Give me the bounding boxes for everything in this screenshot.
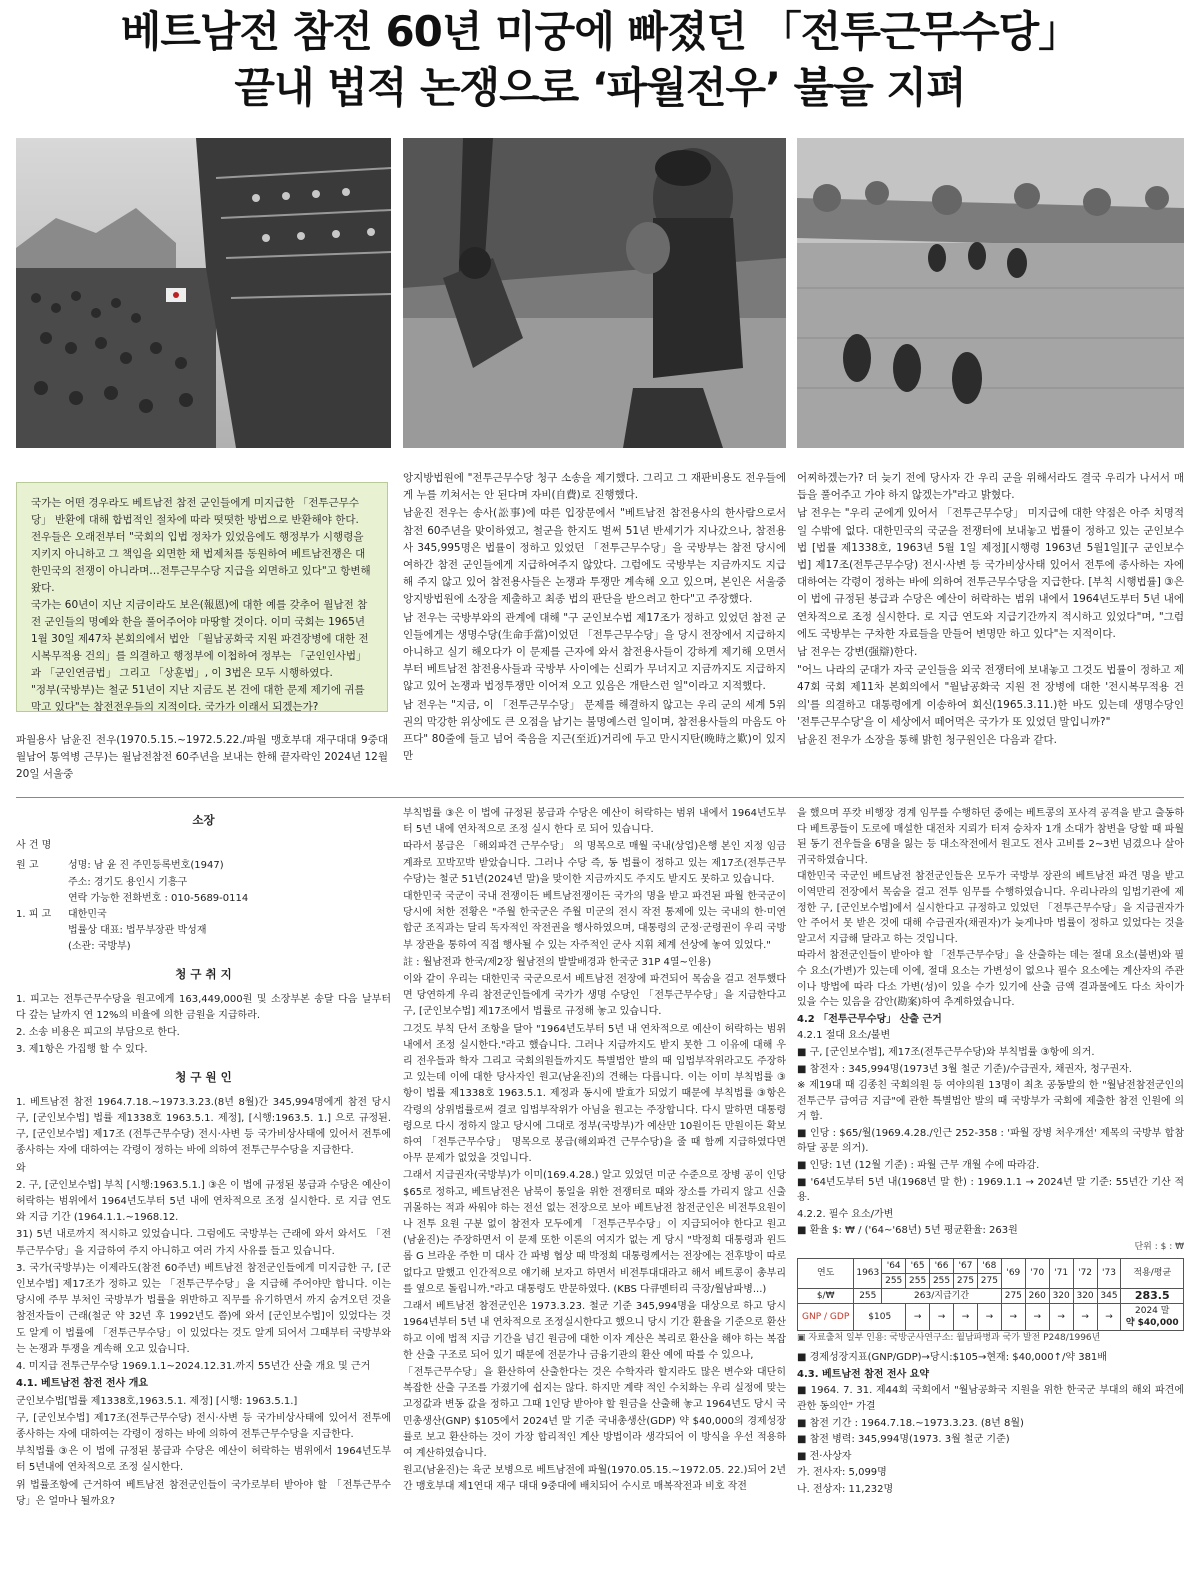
cell-sw-label: $/₩ — [798, 1288, 854, 1303]
plaintiff-line: 연락 가능한 전화번호 : 010-5689-0114 — [68, 892, 249, 904]
cell-1963: 1963 — [854, 1258, 882, 1288]
article-text: 원고(남윤진)는 육군 보병으로 베트남전에 파월(1970.05.15.~1972.05. 22.)되어 2년간 맹호부대 제1연대 재구 대대 9중대에 배치되어 수시로 매복작전과 비호 작전 — [403, 1465, 786, 1493]
cell-gnp-label: GNP / GDP — [798, 1303, 854, 1330]
plaintiff-label: 원 고 — [16, 860, 39, 872]
cause-title: 청 구 원 인 — [175, 1069, 232, 1084]
sec42-sub2: 4.2.2. 필수 요소/가변 — [797, 1208, 894, 1220]
intro-para: "정부(국방부)는 철군 51년이 지난 지금도 본 건에 대한 문제 제기에 귀를 막고 있다"는 참전전우들의 지적이다. 국가가 이래서 되겠는가? — [31, 684, 365, 712]
sec43-title: 4.3. 베트남전 참전 전사 요약 — [797, 1368, 930, 1380]
cell-value: 255 — [930, 1273, 954, 1288]
bottom-col2 — [403, 806, 786, 1591]
sec42-bullet: ■ '64년도부터 5년 내(1968년 말 한) : 1969.1.1 → 2024년 말 기준: 55년간 기산 적용. — [797, 1176, 1184, 1204]
article-text: 어찌하겠는가? 더 늦기 전에 당사자 간 우리 군을 위해서라도 결국 우리가 나서서 매듭을 풀어주고 가야 하지 않겠는가"라고 밝혔다. — [797, 472, 1184, 502]
cell-gnp: $105 — [854, 1303, 906, 1330]
gdp-line: ■ 경제성장지표(GNP/GDP)→당시:$105→현재: $40,000↑/약 381배 — [797, 1352, 1107, 1364]
cell-value: 275 — [1001, 1288, 1025, 1303]
photo-soldiers-field — [797, 138, 1184, 448]
case-label: 사 건 명 — [16, 840, 52, 852]
cell-year: '71 — [1049, 1258, 1073, 1288]
cell-value: 255 — [854, 1288, 882, 1303]
cell-year: '67 — [954, 1258, 978, 1273]
sec41-title: 4.1. 베트남전 참전 전사 개요 — [16, 1378, 149, 1390]
cause-para: 2. 구, [군인보수법] 부칙 [시행:1963.5.1.] ③은 이 법에 규정된 봉급과 수당은 예산이 허락하는 범위에서 1964년도부터 5년 내에 연차적으로 조정 실시한다. 로 지급 연도와 지급 기간 (1964.1.1.~1968.12. — [16, 1179, 391, 1224]
sec43-item: ■ 참전 병력: 345,994명(1973. 3월 철군 기준) — [797, 1434, 1010, 1446]
article-text: 「전투근무수당」을 환산하여 산출한다는 것은 수학자라 할지라도 많은 변수와 대단히 복잡한 산출 구조를 가졌기에 쉽지는 않다. 하지만 계략 적인 수치화는 우리 실정에 맞는 고정값과 변동 값을 정하고 그때 1인당 받아야 할 원금을 산출해 놓고 1964년도 당시 국민총생산(GNP) $105에서 2024년 말 기준 국내총생산(GDP) 약 $40,000의 경제성장률로 보고 환산하는 것이 가장 합리적인 계산 방법이라 생각되어 이 방식을 우선 적용하여 계산하였습니다. — [403, 1366, 786, 1459]
cell-end — [1121, 1303, 1184, 1330]
sec42-bullet: ■ 인당 : $65/월(1969.4.28./인근 252-358 : '파월 장병 처우개선' 제목의 국방부 합참 하달 공문 의거). — [797, 1127, 1184, 1155]
article-text: 따라서 봉급은 「해외파견 근무수당」 의 명목으로 매월 국내(상업)은행 본인 지정 임금 계좌로 꼬박꼬박 받았습니다. 그러나 수당 즉, 동 법률이 정하고 있는 제17조(전투근무수당)는 철군 51년(2024년 말)을 맞이한 지금까지도 주지도 받지도 못하고 있습니다. — [403, 841, 786, 885]
cell-value: 255 — [882, 1273, 906, 1288]
defendant-line: 법률상 대표: 법무부장관 박성재 — [68, 925, 207, 937]
cell-year: '70 — [1025, 1258, 1049, 1288]
sec42-bullet: ■ 환율 $: ₩ / ('64~'68년) 5년 평균환율: 263원 — [797, 1225, 1018, 1237]
cell-year: '65 — [906, 1258, 930, 1273]
intro-para: 전우들은 오래전부터 "국회의 입법 정차가 있었음에도 행정부가 시행령을 지키지 아니하고 그 책임을 외면한 채 법제처를 동원하여 베트남전쟁은 대한민국의 전쟁이 아니라며…전투근무수당 지급을 외면하고 있다"고 항변해왔다. — [31, 531, 371, 594]
sec42-bullet: ■ 인당: 1년 (12월 기준) : 파월 근무 개월 수에 따라감. — [797, 1160, 1040, 1172]
cell-arrow: → — [977, 1303, 1001, 1330]
cell-arrow: → — [954, 1303, 978, 1330]
claim-item: 3. 제1항은 가집행 할 수 있다. — [16, 1044, 148, 1056]
cell-year: '64 — [882, 1258, 906, 1273]
article-text: 그래서 베트남전 참전군인은 1973.3.23. 철군 기준 345,994명을 대상으로 하고 당시 1964년부터 5년 내 연차적으로 조정실시한다고 했으니 당시 기간 환율을 기준으로 환산하고 이에 법적 지급 기간을 넘긴 원금에 대한 이자 계산은 복리로 환산을 해야 하는 복잡한 산출 구조로 되어 있기 때문에 전문가나 금융기관의 환산 예에 따를 수 있으나, — [403, 1301, 786, 1361]
article-text: 남 전우는 "우리 군에게 있어서 「전투근무수당」 미지급에 대한 약점은 아주 치명적일 수밖에 없다. 대한민국의 국군을 전쟁터에 보내놓고 법률이 정하고 있는 군인보수법 [법률 제1338호, 1963년 5월 1일 제정][시행령 1963년 5월1일][구 군인보수법] 제17조(전투근무수당) 전시·사변 등 국가비상사태 있어서 전투에 종사하는 자에 대하여는 각령이 정하는 바에 의하여 전투근무수당을 지급한다. [부칙 시행법률] ③은 이 법에 규정된 봉급과 수당은 예산이 허락하는 범위 내에서 1964년도부터 5년 내에 연차적으로 조정 실시한다. 로 지급 연도와 지급기간까지 적시하고 있었다"며, "그럼에도 국방부는 구차한 자료들을 만들어 변명만 하고 있다"는 지적이다. — [797, 507, 1184, 640]
cell-value: 255 — [906, 1273, 930, 1288]
article-text: 을 했으며 푸캇 비행장 경계 임무를 수행하던 중에는 베트콩의 포사격 공격을 받고 출동하다 베트콩들이 도로에 매설한 대전차 지뢰가 터져 승차자 1개 소대가 참변을 당할 때 파월된 동기 전우들을 6명을 잃는 등 대소작전에서 원고도 전사 고비를 2~3번 넘겼으나 살아 귀국하였습니다. — [797, 808, 1184, 866]
sec43-item: ■ 전·사상자 — [797, 1450, 852, 1462]
claim-title: 청 구 취 지 — [175, 966, 232, 981]
cell-year-label: 연도 — [798, 1258, 854, 1288]
article-text: 이와 같이 우리는 대한민국 국군으로서 베트남전 전장에 파견되어 목숨을 걸고 전투했다면 당연하게 우리 참전군인들에게 국가가 생명 수당인 「전투근무수당」을 지급한다고 구, [군인보수법] 제17조에서 법률로 규정해 놓고 있습니다. — [403, 974, 786, 1018]
complaint-column — [16, 806, 391, 1591]
article-text: "어느 나라의 군대가 자국 군인들을 외국 전쟁터에 보내놓고 그것도 법률이 정하고 제47회 국회 제11차 본회의에서 "월남공화국 지원 전 장병에 대한 '전시복무적용 건의'를 의결하고 대통령에게 이송하여 회신(1965.3.11.)한 바도 있는데 생명수당인 '전투근무수당'을 이 세상에서 떼어먹은 국가가 또 있었던 말입니까?" — [797, 664, 1184, 728]
cell-rate-label: 적용/평균 — [1121, 1258, 1184, 1288]
cell-arrow: → — [1073, 1303, 1097, 1330]
cell-span: 263/지급기간 — [882, 1288, 1002, 1303]
article-text: 대한민국 국군인 베트남전 참전군인들은 모두가 국방부 장관의 베트남전 파견 명을 받고 이역만리 전장에서 목숨을 걸고 전투 임무를 수행하였습니다. 우리나라의 입법기관에 제정한 구, [군인보수법]에서 실시한다고 규정하고 있었던 「전투근무수당」을 지급권자가 안 주어서 못 받은 것에 대해 수급권자(채권자)가 늦게나마 법률이 정하고 있었다는 것을 알고서 지급해 달라고 하는 것입니다. — [797, 871, 1184, 945]
cell-year: '66 — [930, 1258, 954, 1273]
intro-para: 국가는 60년이 지난 지금이라도 보은(報恩)에 대한 예를 갖추어 월남전 참전 군인들의 명예와 한을 풀어주어야 마땅할 것이다. 이미 국회는 1965년 1월 30일 제47차 본회의에서 법안 「월남공화국 지원 파견장병에 대한 전시복무적용 건의」를 의결하고 행정부에 이첩하여 정부는 「군인인사법」과 「군인연금법」 그리고 「상훈법」, 이 3법은 모두 시행하였다. — [31, 599, 369, 679]
col3-top — [797, 470, 1184, 795]
sec41-para: 구, [군인보수법] 제17조(전투근무수당) 전시·사변 등 국가비상사태에 있어서 전투에 종사하는 자에 대하여는 각령이 정하는 바에 의하여 전투근무수당을 지급한다. — [16, 1412, 391, 1440]
sec41-para: 부칙법률 ③은 이 법에 규정된 봉급과 수당은 예산이 허락하는 범위에서 1964년도부터 5년내에 연차적으로 조정 실시한다. — [16, 1446, 391, 1474]
sec43-item: 나. 전상자: 11,232명 — [797, 1483, 894, 1495]
claim-item: 1. 피고는 전투근무수당을 원고에게 163,449,000원 및 소장부본 송달 다음 날부터 다 갚는 날까지 연 12%의 비율에 의한 금원을 지급하라. — [16, 993, 391, 1022]
article-text: 대한민국 국군이 국내 전쟁이든 베트남전쟁이든 국가의 명을 받고 파견된 파월 한국군이 당시에 처한 전황은 "주월 한국군은 주월 미군의 전시 작전 통제에 있는 국내의 한·미연합군 조직과는 달리 독자적인 작전권을 행사하였으며, 대통령의 군정·군령권이 우리 국방부 장관을 통하여 직접 행사될 수 있는 자주적인 군사 지휘 체계 선상에 놓여 있었다." — [403, 891, 786, 951]
col2-top — [403, 470, 786, 795]
cell-end-year: 2024 말 — [1135, 1305, 1170, 1316]
photo-ship-departure — [16, 138, 391, 448]
headline — [0, 4, 1200, 116]
cell-value: 320 — [1073, 1288, 1097, 1303]
headline-line2: 끝내 법적 논쟁으로 ‘파월전우’ 불을 지펴 — [234, 63, 966, 112]
cell-value: 320 — [1049, 1288, 1073, 1303]
defendant-line: (소관: 국방부) — [68, 941, 131, 953]
cause-para: 3. 국가(국방부)는 이제라도(참전 60주년) 베트남전 참전군인들에게 미지급한 구, [군인보수법] 제17조가 정하고 있는 「전투근무수당」을 지급해 주어야만 합니다. 이는 당시에 주무 부처인 국방부가 법률을 위반하고 직무를 유기하면서 까지 숨겨오던 것을 참전자들이 근래(철군 약 32년 후 1992년도 쯤)에 와서 [군인보수법]이 있었다는 것도 알게 이 법률에 「전투근무수당」이 있었다는 것도 알게 되어서 그때부터 국방부와는 논쟁과 투쟁을 계속해 오고 있습니다. — [16, 1262, 391, 1355]
bottom-col3 — [797, 806, 1184, 1591]
article-text: 그것도 부칙 단서 조항을 달아 "1964년도부터 5년 내 연차적으로 예산이 허락하는 범위 내에서 조정 실시한다."라고 했습니다. 그러나 지급까지도 받지 못한 그 이유에 대해 우리 전우들과 학자 그리고 국회의원들까지도 특별법안 발의 때 입법부작위라고도 주장하고 있는데 이에 대한 당사자인 원고(남윤진)의 견해는 다릅니다. 이는 이미 부칙법률 ③항이 법률 제1338호 1963.5.1. 제정과 동시에 발효가 되었기 때문에 부칙법률 ③항은 각령의 상위법률로써 결코 입법부작위가 아님을 원고는 주장합니다. 다시 말하면 대통령령으로 다시 정하지 않고 당시에 그대로 정부(국방부)가 예산만 10원이든 만원이든 확보하여 「전투근무수당」 명목으로 봉급(해외파견 근무수당)을 줄 때 함께 지급하였다면 아무 문제가 없었을 것입니다. — [403, 1023, 786, 1165]
cell-year: '69 — [1001, 1258, 1025, 1288]
article-text: 註 : 월남전과 한국/제2장 월남전의 발발배경과 한국군 31P 4열~인용) — [403, 956, 712, 968]
cell-arrow: → — [1025, 1303, 1049, 1330]
intro-para: 국가는 어떤 경우라도 베트남전 참전 군인들에게 미지급한 「전투근무수당」 반환에 대해 합법적인 절차에 따라 떳떳한 방법으로 반환해야 한다. — [31, 497, 360, 526]
cell-arrow: → — [1049, 1303, 1073, 1330]
sec43-item: ■ 참전 기간 : 1964.7.18.~1973.3.23. (8년 8월) — [797, 1417, 1024, 1429]
cell-avg: 283.5 — [1121, 1288, 1184, 1303]
article-text: 남 전우는 "지금, 이 「전투근무수당」 문제를 해결하지 않고는 우리 군의 세계 5위권의 막강한 위상에도 큰 오점을 남기는 불명예스런 일이며, 참전용사들의 마음도 아프다" 80줄에 들고 넘어 죽음을 지근(至近)거리에 두고 만시지탄(晩時之歎)이 있지만 — [403, 698, 786, 763]
sec43-item: ■ 1964. 7. 31. 제44회 국회에서 "월남공화국 지원을 위한 한국군 부대의 해외 파견에 관한 동의안" 가결 — [797, 1385, 1184, 1412]
cause-para: 1. 베트남전 참전 1964.7.18.~1973.3.23.(8년 8월)간 345,994명에게 참전 당시 구, [군인보수법] 법률 제1338호 1963.5.1. 제정], [시행:1963.5. 1.] 으로 규정된. 구, [군인보수법] 제17조 (전투근무수당) 전시·사변 등 국가비상사태에 있어서 전투에 종사하는 자에 대하여는 각령이 정하는 바에 의하여 전투근무수당을 지급한다. — [16, 1096, 391, 1157]
cell-value: 275 — [977, 1273, 1001, 1288]
section-divider — [16, 797, 1184, 798]
article-text: 남윤진 전우는 송사(訟事)에 따른 입장문에서 "베트남전 참전용사의 한사람으로서 참전 60주년을 맞이하였고, 철군을 한지도 벌써 51년 반세기가 지나갔으나, 참전용사 345,995명은 법률이 정하고 있었던 「전투근무수당」을 국방부는 참전 당시에 여하간 참전 군인들에게 지급하여주지 않았다. 그럼에도 국방부는 지금까지도 지급해 주지 않고 있어 참전용사들은 논쟁과 투쟁만 계속해 오고 있으며, 본인은 서울중앙지방법원에 소장을 제출하고 최종 법의 판단을 받으려고 한다"고 주장했다. — [403, 507, 786, 606]
complaint-title: 소장 — [192, 813, 215, 827]
sec43-item: 가. 전사자: 5,099명 — [797, 1467, 887, 1479]
article-text: 남 전우는 국방부와의 관계에 대해 "구 군인보수법 제17조가 정하고 있었던 참전 군인들에게는 생명수당(生命手當)이었던 「전투근무수당」을 당시 전장에서 지급하지 아니하고 실기 해오다가 이 문제를 근자에 와서 참전용사들이 강하게 제기해 오면서부터 베트남전 참전용사들과 국방부 사이에는 신뢰가 무너지고 지금까지도 지급하지 않고 있어 논쟁과 법정투쟁만 이어져 오고 있음은 개탄스런 일"이라고 지적했다. — [403, 611, 786, 693]
sec41-para: 군인보수법[법률 제1338호,1963.5.1. 제정] [시행: 1963.5.1.] — [16, 1395, 298, 1407]
sec42-bullet: ※ 제19대 때 김종친 국회의원 등 여야의원 13명이 최초 공동발의 한 "월남전참전군인의 전투근무 급여금 지급"에 관한 특별법안 발의 때 국방부가 국회에 제출한 참전 인원에 의거 함. — [797, 1080, 1184, 1123]
table-source: ▣ 자료출처 일부 인용: 국방군사연구소: 월남파병과 국가 발전 P248/1996년 — [797, 1332, 1101, 1343]
article-text: 남 전우는 강변(强辯)한다. — [797, 646, 918, 659]
cell-arrow: → — [1001, 1303, 1025, 1330]
plaintiff-line: 성명: 남 윤 진 주민등록번호(1947) — [68, 860, 224, 872]
defendant-line: 대한민국 — [68, 909, 107, 921]
cell-arrow: → — [906, 1303, 930, 1330]
cell-arrow: → — [930, 1303, 954, 1330]
article-text: 그래서 지급권자(국방부)가 이미(169.4.28.) 알고 있었던 미군 수준으로 장병 공이 인당 $65로 정하고, 베트남전은 남북이 통일을 위한 전쟁터로 때와 장소를 가리지 않고 신출귀몰하는 적과 싸워야 하는 전선 없는 전장으로 보아 베트남전 참전군인은 비전투요원이나 전투 요원 구분 없이 참전자 모두에게 「전투근무수당」이 지급되어야 한다고 원고(남윤진)는 주장하면서 이 문제 또한 이론의 여지가 없는 게 당시 "박정희 대통령과 윈드롭 G 브라운 주한 미 대사 간 파병 협상 때 박정희 대통령께서는 전장에는 전후방이 따로 없다고 말했고 인간적으로 얘기해 보자고 하면서 비전투대대라고 해서 베트콩이 총부리를 옆으로 돌립니까."라고 대통령도 반문하였다. (KBS 다큐멘터리 극장/월남파병...) — [403, 1170, 786, 1295]
article-text: 따라서 참전군인들이 받아야 할 「전투근무수당」을 산출하는 데는 절대 요소(불변)와 필수 요소(가변)가 있는데 이에, 절대 요소는 가변성이 없으나 필수 요소에는 계산자의 주관이나 방법에 따라 다소 가변(성)이 있을 수가 있기에 산출 금액 결과물에도 다소 차이가 있을 수는 있음을 감안(勘案)하여 추계하였습니다. — [797, 950, 1184, 1009]
cell-value: 260 — [1025, 1288, 1049, 1303]
article-text: 파월용사 남윤진 전우(1970.5.15.~1972.5.22./파월 맹호부대 재구대대 9중대 월남어 통역병 근무)는 월남전참전 60주년을 보내는 한해 끝자락인 2024년 12월 20일 서울중 — [16, 734, 388, 781]
cause-para: 31) 5년 내로까지 적시하고 있었습니다. 그럼에도 국방부는 근래에 와서 와서도 「전투근무수당」을 지급하여 주지 아니하고 여러 가지 사유를 들고 있습니다. — [16, 1229, 391, 1257]
exchange-rate-table — [797, 1258, 1184, 1331]
cause-para: 4. 미지급 전투근무수당 1969.1.1~2024.12.31.까지 55년간 산출 개요 및 근거 — [16, 1361, 371, 1373]
cell-end-val: 약 $40,000 — [1125, 1317, 1179, 1328]
cell-year: '72 — [1073, 1258, 1097, 1288]
sec42-bullet: ■ 참전자 : 345,994명(1973년 3월 철군 기준)/수급권자, 채권자, 청구권자. — [797, 1063, 1132, 1075]
photo-soldier-carrying-child — [403, 138, 786, 448]
cell-year: '68 — [977, 1258, 1001, 1273]
plaintiff-line: 주소: 경기도 용인시 기흥구 — [68, 876, 188, 888]
sec41-para: 위 법률조항에 근거하여 베트남전 참전군인들이 국가로부터 받아야 할 「전투근무수당」은 얼마나 될까요? — [16, 1479, 391, 1507]
cause-para: 와 — [16, 1162, 26, 1174]
cell-value: 345 — [1097, 1288, 1121, 1303]
cell-year: '73 — [1097, 1258, 1121, 1288]
article-text: 앙지방법원에 "전투근무수당 청구 소송을 제기했다. 그리고 그 재판비용도 전우들에게 누를 끼쳐서는 안 된다며 자비(自費)로 진행했다. — [403, 472, 786, 502]
col1-after-box — [16, 732, 388, 792]
cell-arrow: → — [1097, 1303, 1121, 1330]
claim-item: 2. 소송 비용은 피고의 부담으로 한다. — [16, 1027, 180, 1039]
intro-box — [16, 482, 388, 712]
sec42-title: 4.2 「전투근무수당」 산출 근거 — [797, 1013, 942, 1025]
headline-line1: 베트남전 참전 60년 미궁에 빠졌던 「전투근무수당」 — [120, 7, 1080, 56]
article-text: 남윤진 전우가 소장을 통해 밝힌 청구원인은 다음과 같다. — [797, 734, 1057, 747]
sec42-sub1: 4.2.1 절대 요소/불변 — [797, 1030, 891, 1042]
cell-value: 275 — [954, 1273, 978, 1288]
sec42-bullet: ■ 구, [군인보수법], 제17조(전투근무수당)와 부칙법률 ③항에 의거. — [797, 1046, 1095, 1058]
article-text: 부칙법률 ③은 이 법에 규정된 봉급과 수당은 예산이 허락하는 범위 내에서 1964년도부터 5년 내에 연차적으로 조정 실시 한다 로 되어 있습니다. — [403, 808, 786, 836]
defendant-label: 1. 피 고 — [16, 909, 52, 921]
table-unit: 단위 : $ : ₩ — [1134, 1242, 1184, 1253]
